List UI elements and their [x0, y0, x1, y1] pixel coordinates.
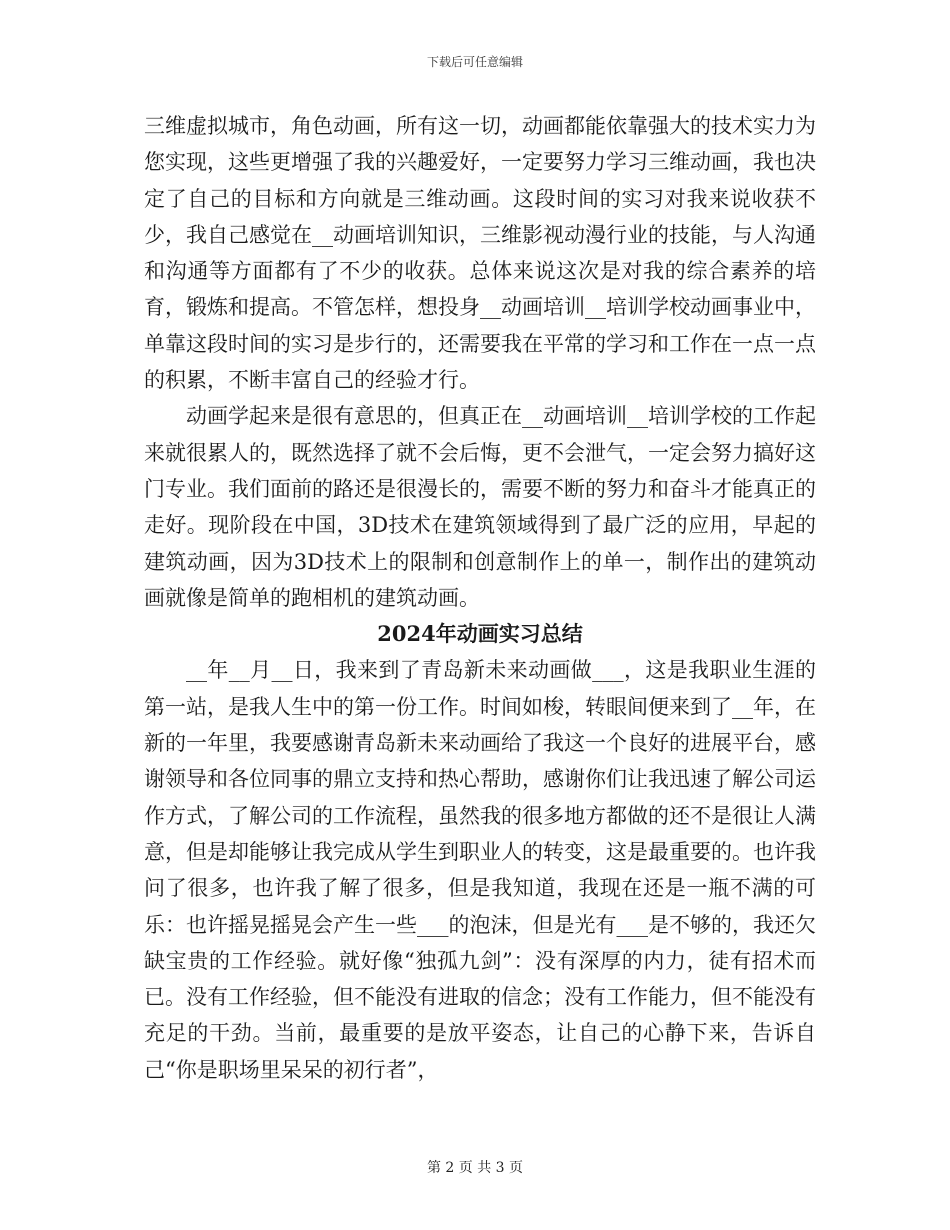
document-body	[144, 108, 816, 1088]
section-title: 2024年动画实习总结	[377, 621, 583, 647]
body-paragraph-2: 动画学起来是很有意思的，但真正在__动画培训__培训学校的工作起来就很累人的，既然选择了就不会后悔，更不会泄气，一定会努力搞好这门专业。我们面前的路还是很漫长的，需要不断的努力和奋斗才能真正的走好。现阶段在中国，3D技术在建筑领域得到了最广泛的应用，早起的建筑动画，因为3D技术上的限制和创意制作上的单一，制作出的建筑动画就像是简单的跑相机的建筑动画。	[144, 404, 816, 610]
page-header-note: 下载后可任意编辑	[426, 55, 523, 69]
page-footer-indicator: 第 2 页 共 3 页	[426, 1160, 524, 1176]
body-paragraph-3: __年__月__日，我来到了青岛新未来动画做___，这是我职业生涯的第一站，是我人生中的第一份工作。时间如梭，转眼间便来到了__年，在新的一年里，我要感谢青岛新未来动画给了我这一个良好的进展平台，感谢领导和各位同事的鼎立支持和热心帮助，感谢你们让我迅速了解公司运作方式，了解公司的工作流程，虽然我的很多地方都做的还不是很让人满意，但是却能够让我完成从学生到职业人的转变，这是最重要的。也许我问了很多，也许我了解了很多，但是我知道，我现在还是一瓶不满的可乐：也许摇晃摇晃会产生一些___的泡沫，但是光有___是不够的，我还欠缺宝贵的工作经验。就好像“独孤九剑”：没有深厚的内力，徒有招术而已。没有工作经验，但不能没有进取的信念；没有工作能力，但不能没有充足的干劲。当前，最重要的是放平姿态，让自己的心静下来，告诉自己“你是职场里呆呆的初行者”，	[144, 658, 816, 1082]
body-paragraph-1: 三维虚拟城市，角色动画，所有这一切，动画都能依靠强大的技术实力为您实现，这些更增强了我的兴趣爱好，一定要努力学习三维动画，我也决定了自己的目标和方向就是三维动画。这段时间的实习对我来说收获不少，我自己感觉在__动画培训知识，三维影视动漫行业的技能，与人沟通和沟通等方面都有了不少的收获。总体来说这次是对我的综合素养的培育，锻炼和提高。不管怎样，想投身__动画培训__培训学校动画事业中，单靠这段时间的实习是步行的，还需要我在平常的学习和工作在一点一点的积累，不断丰富自己的经验才行。	[144, 114, 816, 393]
